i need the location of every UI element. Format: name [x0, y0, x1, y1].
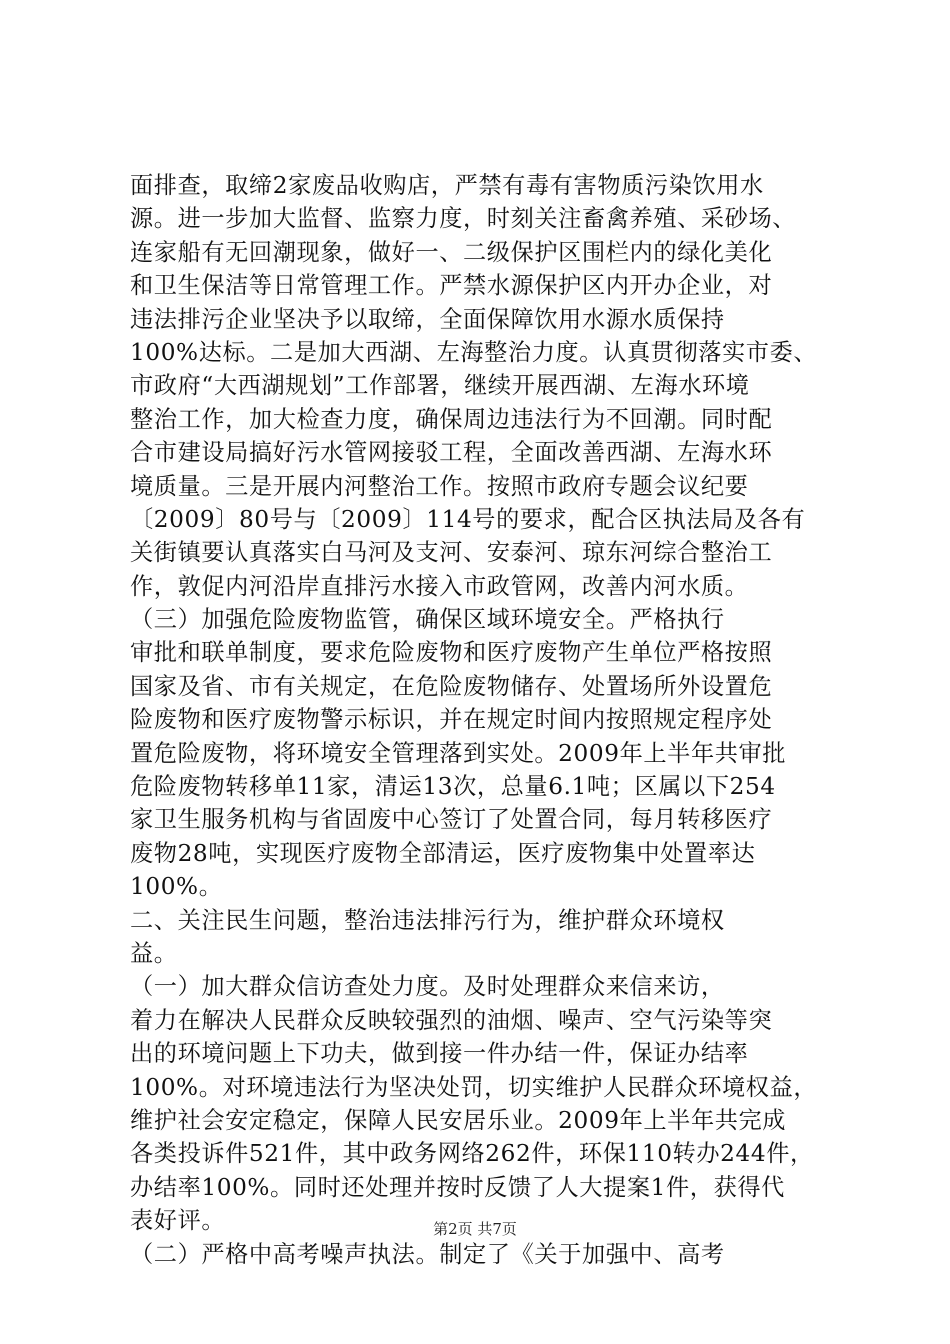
- text-line: 市政府“大西湖规划”工作部署，继续开展西湖、左海水环境: [130, 372, 750, 400]
- text-line: 废物28吨，实现医疗废物全部清运，医疗废物集中处置率达: [130, 839, 756, 867]
- text-line: 100%。对环境违法行为坚决处罚，切实维护人民群众环境权益，: [130, 1073, 818, 1101]
- text-line: 源。进一步加大监督、监察力度，时刻关注畜禽养殖、采砂场、: [130, 205, 797, 233]
- text-line: 连家船有无回潮现象，做好一、二级保护区围栏内的绿化美化: [130, 238, 773, 266]
- text-line: 各类投诉件521件，其中政务网络262件，环保110转办244件，: [130, 1140, 814, 1168]
- text-line: 关街镇要认真落实白马河及支河、安泰河、琼东河综合整治工: [130, 539, 773, 567]
- page-footer: 第2页 共7页: [433, 1220, 517, 1238]
- text-line: 表好评。: [130, 1207, 226, 1235]
- body-text: [130, 169, 830, 1271]
- text-line: 险废物和医疗废物警示标识，并在规定时间内按照规定程序处: [130, 706, 773, 734]
- text-line: 维护社会安定稳定，保障人民安居乐业。2009年上半年共完成: [130, 1106, 787, 1134]
- text-line: 整治工作，加大检查力度，确保周边违法行为不回潮。同时配: [130, 405, 773, 433]
- text-line: 违法排污企业坚决予以取缔，全面保障饮用水源水质保持: [130, 305, 725, 333]
- text-line: 二、关注民生问题，整治违法排污行为，维护群众环境权: [130, 906, 725, 934]
- text-line: 100%达标。二是加大西湖、左海整治力度。认真贯彻落实市委、: [130, 338, 818, 366]
- text-line: 合市建设局搞好污水管网接驳工程，全面改善西湖、左海水环: [130, 439, 773, 467]
- text-line: 境质量。三是开展内河整治工作。按照市政府专题会议纪要: [130, 472, 749, 500]
- text-line: 家卫生服务机构与省固废中心签订了处置合同，每月转移医疗: [130, 806, 773, 834]
- text-line: 〔2009〕80号与〔2009〕114号的要求，配合区执法局及各有: [130, 505, 806, 533]
- text-line: 危险废物转移单11家，清运13次，总量6.1吨；区属以下254: [130, 773, 776, 801]
- text-line: （一）加大群众信访查处力度。及时处理群众来信来访，: [130, 973, 725, 1001]
- text-line: 益。: [130, 939, 178, 967]
- text-line: 着力在解决人民群众反映较强烈的油烟、噪声、空气污染等突: [130, 1006, 773, 1034]
- text-line: 置危险废物，将环境安全管理落到实处。2009年上半年共审批: [130, 739, 787, 767]
- text-line: 国家及省、市有关规定，在危险废物储存、处置场所外设置危: [130, 672, 773, 700]
- text-line: 面排查，取缔2家废品收购店，严禁有毒有害物质污染饮用水: [130, 172, 764, 199]
- text-line: 作，敦促内河沿岸直排污水接入市政管网，改善内河水质。: [130, 572, 749, 600]
- text-line: 和卫生保洁等日常管理工作。严禁水源保护区内开办企业，对: [130, 272, 773, 300]
- text-line: 审批和联单制度，要求危险废物和医疗废物产生单位严格按照: [130, 639, 773, 667]
- text-line: （二）严格中高考噪声执法。制定了《关于加强中、高考: [130, 1240, 725, 1268]
- text-line: 100%。: [130, 873, 223, 901]
- text-line: 办结率100%。同时还处理并按时反馈了人大提案1件，获得代: [130, 1173, 785, 1201]
- text-line: 出的环境问题上下功夫，做到接一件办结一件，保证办结率: [130, 1040, 749, 1068]
- text-line: （三）加强危险废物监管，确保区域环境安全。严格执行: [130, 606, 725, 634]
